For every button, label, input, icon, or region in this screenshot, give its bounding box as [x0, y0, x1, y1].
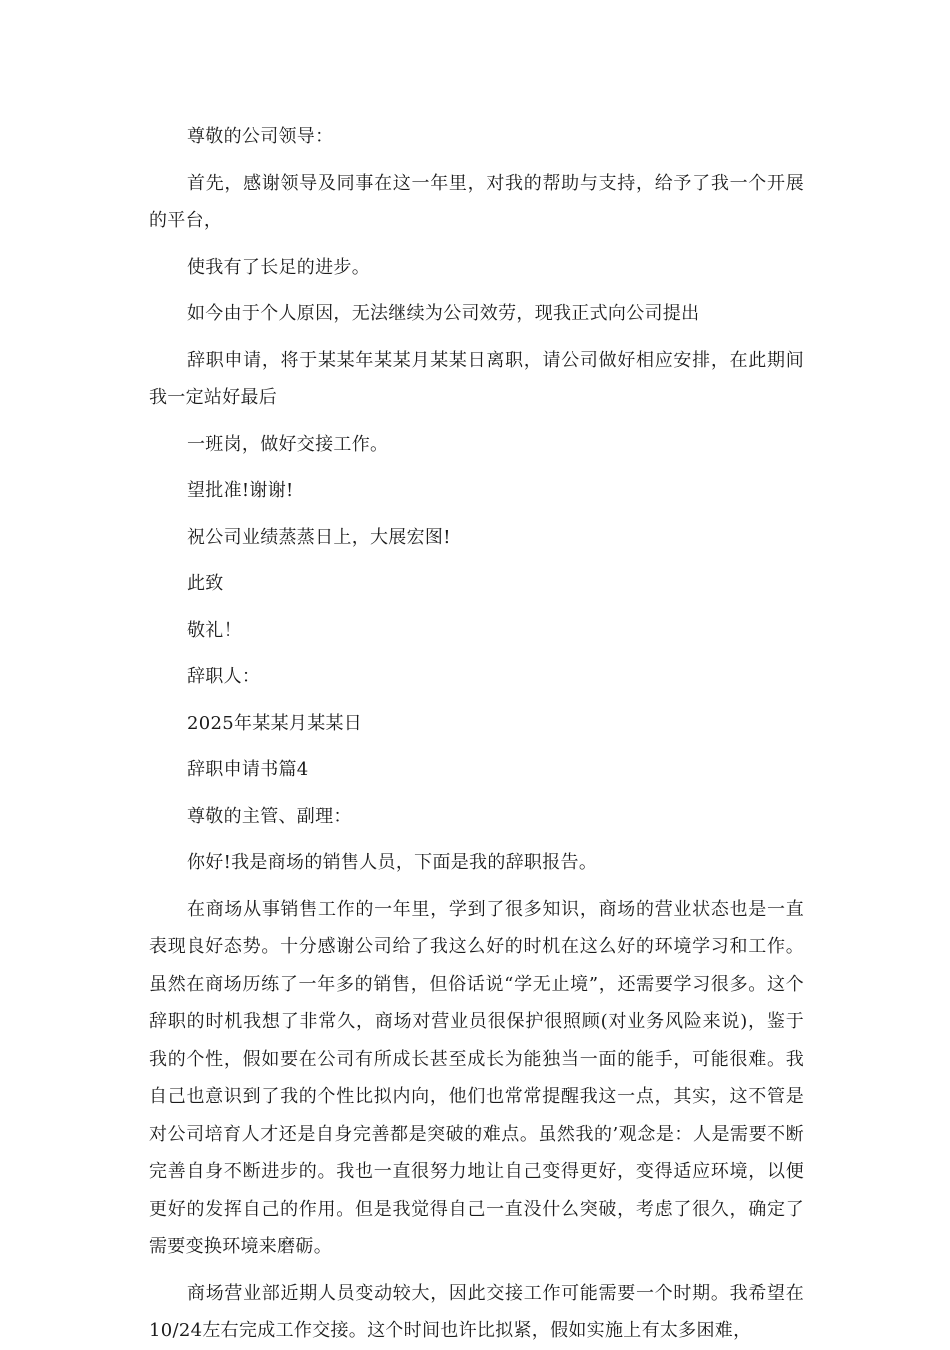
body-paragraph-wishes: 祝公司业绩蒸蒸日上，大展宏图! [187, 526, 451, 548]
body-paragraph-greeting: 你好!我是商场的销售人员，下面是我的辞职报告。 [187, 852, 598, 873]
salutation-supervisors: 尊敬的主管、副理： [187, 805, 352, 827]
section-heading-letter-4: 辞职申请书篇4 [187, 759, 309, 780]
body-paragraph-resignation-date: 辞职申请，将于某某年某某月某某日离职，请公司做好相应安排，在此期间我一定站好最后 [149, 349, 804, 408]
document-body [149, 118, 804, 1350]
salutation-company-leaders: 尊敬的公司领导： [187, 126, 334, 147]
body-paragraph-experience: 在商场从事销售工作的一年里，学到了很多知识，商场的营业状态也是一直表现良好态势。十分感谢公司给了我这么好的时机在这么好的环境学习和工作。虽然在商场历练了一年多的销售，但俗话说“学无止境”，还需要学习很多。这个辞职的时机我想了非常久，商场对营业员很保护很照顾(对业务风险来说)，鉴于我的个性，假如要在公司有所成长甚至成长为能独当一面的能手，可能很难。我自己也意识到了我的个性比拟内向，他们也常常提醒我这一点，其实，这不管是对公司培育人才还是自身完善都是突破的难点。虽然我的’观念是：人是需要不断完善自身不断进步的。我也一直很努力地让自己变得更好，变得适应环境，以便更好的发挥自己的作用。但是我觉得自己一直没什么突破，考虑了很久，确定了需要变换环境来磨砺。 [149, 898, 804, 1257]
body-paragraph-thanks: 首先，感谢领导及同事在这一年里，对我的帮助与支持，给予了我一个开展的平台， [149, 172, 804, 231]
body-paragraph-approval: 望批准!谢谢! [187, 480, 294, 501]
body-paragraph-handover: 一班岗，做好交接工作。 [187, 433, 389, 455]
body-paragraph-handover-plan: 商场营业部近期人员变动较大，因此交接工作可能需要一个时期。我希望在10/24左右完成工作交接。这个时间也许比拟紧，假如实施上有太多困难， [149, 1282, 804, 1341]
signature-date: 2025年某某月某某日 [187, 712, 363, 734]
closing-cizhi: 此致 [187, 573, 224, 594]
signature-label: 辞职人： [187, 666, 261, 687]
body-paragraph-progress: 使我有了长足的进步。 [187, 256, 370, 278]
body-paragraph-reason: 如今由于个人原因，无法继续为公司效劳，现我正式向公司提出 [187, 303, 700, 324]
closing-jingli: 敬礼！ [187, 619, 242, 641]
